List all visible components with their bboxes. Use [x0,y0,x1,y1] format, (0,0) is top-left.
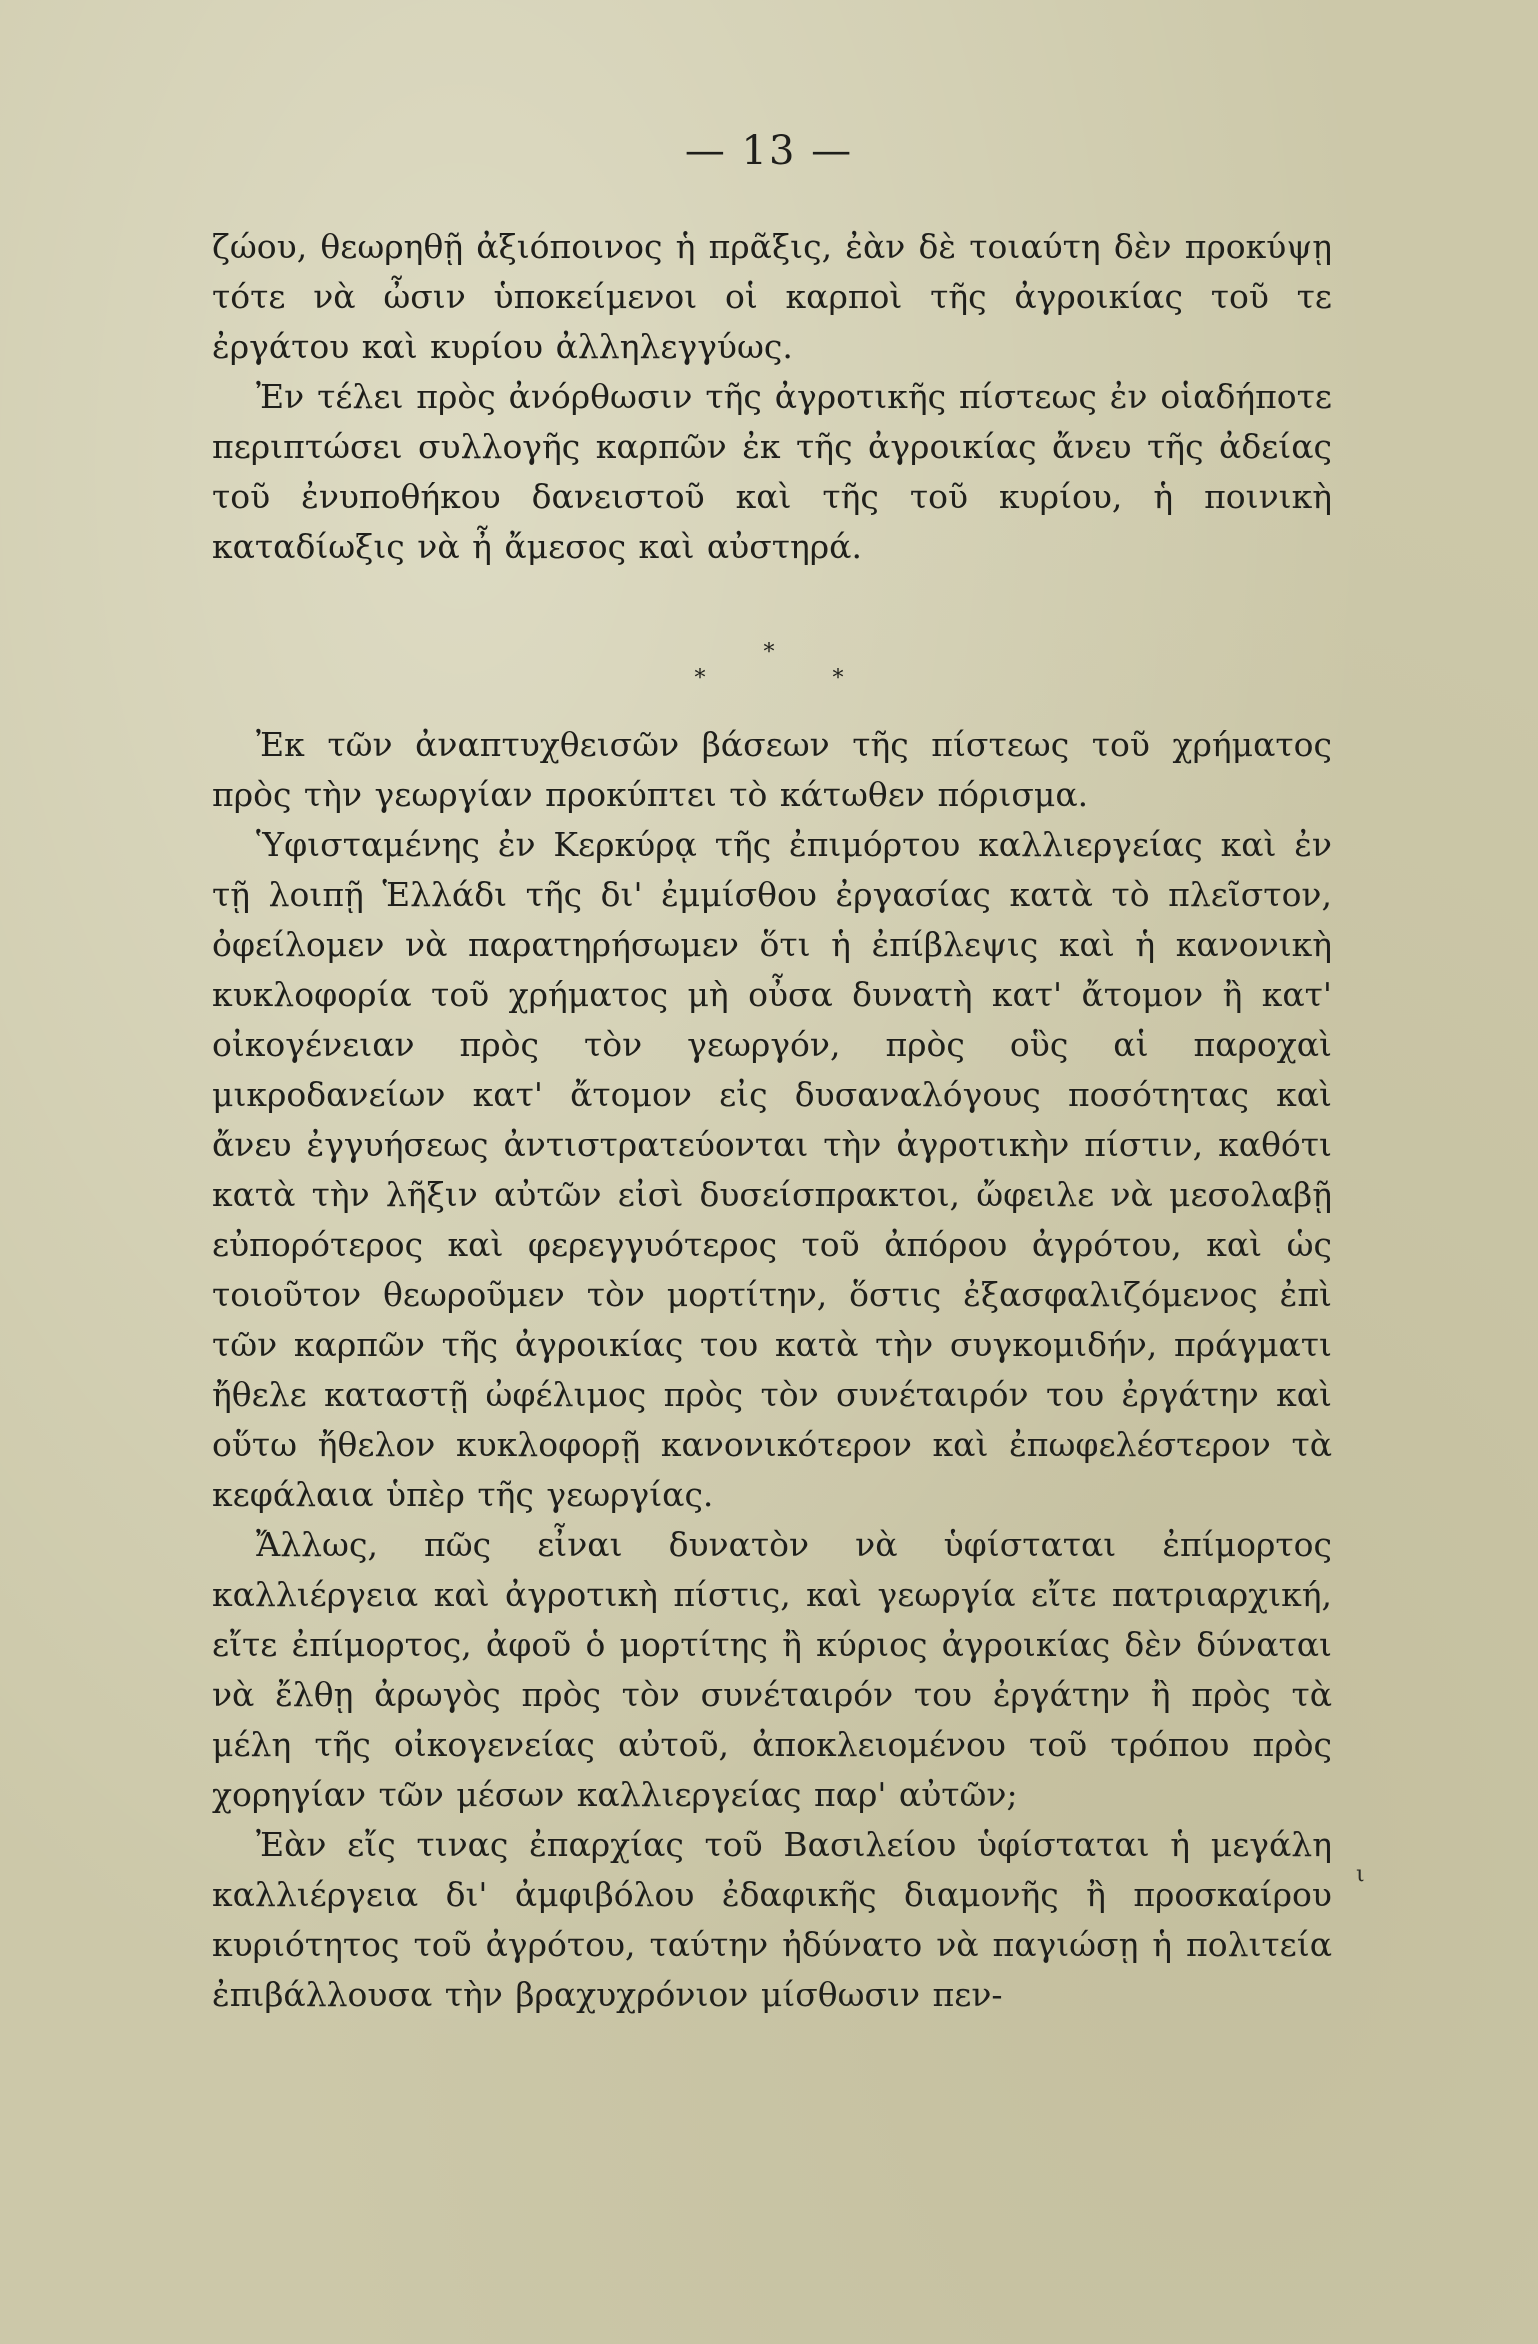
paragraph: ζώου, θεωρηθῇ ἀξιόποινος ἡ πρᾶξις, ἐὰν δὲ τοιαύτη δὲν προκύψῃ τότε νὰ ὦσιν ὑποκείμενοι οἱ καρποὶ τῆς ἀγροικίας τοῦ τε ἐργάτου καὶ κυρίου ἀλληλεγγύως. [212,227,1332,366]
text-block-main [212,720,1332,2020]
asterism-bottom: * * [694,666,904,691]
asterism-separator [0,640,1538,692]
text-block-top [212,222,1332,572]
margin-mark: ι [1356,1862,1365,1887]
paragraph: Ἐν τέλει πρὸς ἀνόρθωσιν τῆς ἀγροτικῆς πίστεως ἐν οἱαδήποτε περιπτώσει συλλογῆς καρπῶν ἐκ τῆς ἀγροικίας ἄνευ τῆς ἀδείας τοῦ ἐνυποθήκου δανειστοῦ καὶ τῆς τοῦ κυρίου, ἡ ποινικὴ καταδίωξις νὰ ἦ ἄμεσος καὶ αὐστηρά. [212,377,1332,566]
paragraph: Ἄλλως, πῶς εἶναι δυνατὸν νὰ ὑφίσταται ἐπίμορτος καλλιέργεια καὶ ἀγροτικὴ πίστις, καὶ γεωργία εἴτε πατριαρχική, εἴτε ἐπίμορτος, ἀφοῦ ὁ μορτίτης ἢ κύριος ἀγροικίας δὲν δύναται νὰ ἔλθῃ ἀρωγὸς πρὸς τὸν συνέταιρόν του ἐργάτην ἢ πρὸς τὰ μέλη τῆς οἰκογενείας αὐτοῦ, ἀποκλειομένου τοῦ τρόπου πρὸς χορηγίαν τῶν μέσων καλλιεργείας παρ' αὐτῶν; [212,1525,1332,1814]
paragraph: Ἐὰν εἴς τινας ἐπαρχίας τοῦ Βασιλείου ὑφίσταται ἡ μεγάλη καλλιέργεια δι' ἀμφιβόλου ἐδαφικῆς διαμονῆς ἢ προσκαίρου κυριότητος τοῦ ἀγρότου, ταύτην ἠδύνατο νὰ παγιώσῃ ἡ πολιτεία ἐπιβάλλουσα τὴν βραχυχρόνιον μίσθωσιν πεν- [212,1825,1332,2014]
paragraph: Ἐκ τῶν ἀναπτυχθεισῶν βάσεων τῆς πίστεως τοῦ χρήματος πρὸς τὴν γεωργίαν προκύπτει τὸ κάτωθεν πόρισμα. [212,725,1332,814]
asterism-top: * [763,640,775,665]
page-number: — 13 — [684,128,854,174]
paragraph: Ὑφισταμένης ἐν Κερκύρᾳ τῆς ἐπιμόρτου καλλιεργείας καὶ ἐν τῇ λοιπῇ Ἑλλάδι τῆς δι' ἐμμίσθου ἐργασίας κατὰ τὸ πλεῖστον, ὀφείλομεν νὰ παρατηρήσωμεν ὅτι ἡ ἐπίβλεψις καὶ ἡ κανονικὴ κυκλοφορία τοῦ χρήματος μὴ οὖσα δυνατὴ κατ' ἄτομον ἢ κατ' οἰκογένειαν πρὸς τὸν γεωργόν, πρὸς οὓς αἱ παροχαὶ μικροδανείων κατ' ἄτομον εἰς δυσαναλόγους ποσότητας καὶ ἄνευ ἐγγυήσεως ἀντιστρατεύονται τὴν ἀγροτικὴν πίστιν, καθότι κατὰ τὴν λῆξιν αὐτῶν εἰσὶ δυσείσπρακτοι, ὤφειλε νὰ μεσολαβῇ εὐπορότερος καὶ φερεγγυότερος τοῦ ἀπόρου ἀγρότου, καὶ ὡς τοιοῦτον θεωροῦμεν τὸν μορτίτην, ὅστις ἐξασφαλιζόμενος ἐπὶ τῶν καρπῶν τῆς ἀγροικίας του κατὰ τὴν συγκομιδήν, πράγματι ἤθελε καταστῇ ὠφέλιμος πρὸς τὸν συνέταιρόν του ἐργάτην καὶ οὕτω ἤθελον κυκλοφορῇ κανονικότερον καὶ ἐπωφελέστερον τὰ κεφάλαια ὑπὲρ τῆς γεωργίας. [212,825,1332,1514]
